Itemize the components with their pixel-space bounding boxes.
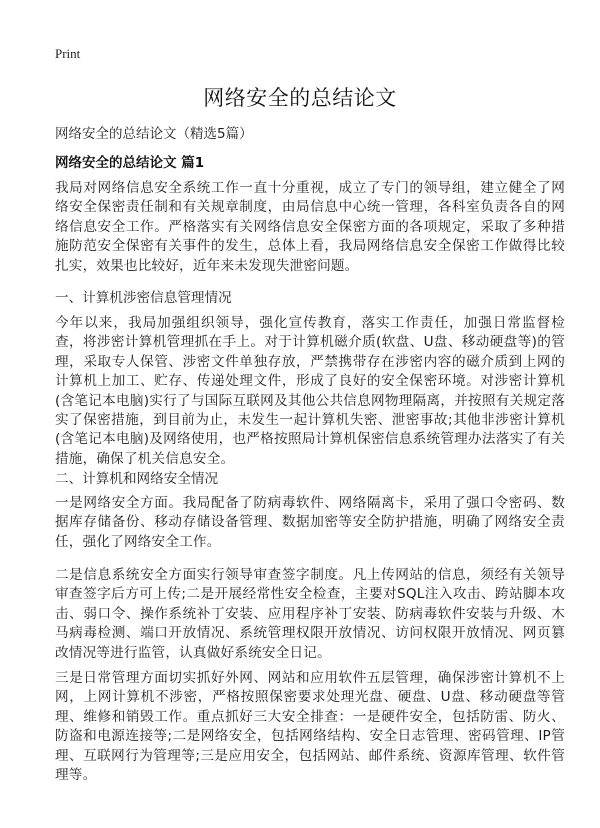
paragraph-intro: 我局对网络信息安全系统工作一直十分重视，成立了专门的领导组，建立健全了网络安全保密责任制和有关规章制度，由局信息中心统一管理，各科室负责各自的网络信息安全工作。严格落实有关网络信息安全保密方面的各项规定，采取了多种措施防范安全保密有关事件的发生，总体上看，我局网络信息安全保密工作做得比较扎实，效果也比较好，近年来未发现失泄密问题。 bbox=[55, 180, 565, 274]
paragraph-network-security: 一是网络安全方面。我局配备了防病毒软件、网络隔离卡，采用了强口令密码、数据库存储备份、移动存储设备管理、数据加密等安全防护措施，明确了网络安全责任，强化了网络安全工作。 bbox=[55, 495, 565, 550]
document-subtitle: 网络安全的总结论文（精选5篇） bbox=[55, 126, 253, 142]
paragraph-info-system-security: 二是信息系统安全方面实行领导审查签字制度。凡上传网站的信息，须经有关领导审查签字后方可上传;二是开展经常性安全检查，主要对SQL注入攻击、跨站脚本攻击、弱口令、操作系统补丁安装、应用程序补丁安装、防病毒软件安装与升级、木马病毒检测、端口开放情况、系统管理权限开放情况、访问权限开放情况、网页篡改情况等进行监管，认真做好系统安全日记。 bbox=[55, 567, 565, 661]
print-label: Print bbox=[55, 46, 81, 61]
document-title: 网络安全的总结论文 bbox=[203, 86, 397, 110]
paragraph-daily-management: 三是日常管理方面切实抓好外网、网站和应用软件五层管理，确保涉密计算机不上网，上网计算机不涉密，严格按照保密要求处理光盘、硬盘、U盘、移动硬盘等管理、维修和销毁工作。重点抓好三大安全排查：一是硬件安全，包括防雷、防火、防盗和电源连接等;二是网络安全，包括网络结构、安全日志管理、密码管理、IP管理、互联网行为管理等;三是应用安全，包括网站、邮件系统、资源库管理、软件管理等。 bbox=[55, 670, 565, 784]
heading-computer-network-security: 二、计算机和网络安全情况 bbox=[55, 471, 219, 487]
heading-computer-classified-info: 一、计算机涉密信息管理情况 bbox=[55, 290, 232, 306]
paragraph-classified-info-management: 今年以来，我局加强组织领导，强化宣传教育，落实工作责任，加强日常监督检查，将涉密计算机管理抓在手上。对于计算机磁介质(软盘、U盘、移动硬盘等)的管理，采取专人保管、涉密文件单独存放，严禁携带存在涉密内容的磁介质到上网的计算机上加工、贮存、传递处理文件，形成了良好的安全保密环境。对涉密计算机(含笔记本电脑)实行了与国际互联网及其他公共信息网物理隔离，并按照有关规定落实了保密措施，到目前为止，未发生一起计算机失密、泄密事故;其他非涉密计算机(含笔记本电脑)及网络使用，也严格按照局计算机保密信息系统管理办法落实了有关措施，确保了机关信息安全。 bbox=[55, 315, 565, 467]
section-title: 网络安全的总结论文 篇1 bbox=[55, 155, 205, 171]
